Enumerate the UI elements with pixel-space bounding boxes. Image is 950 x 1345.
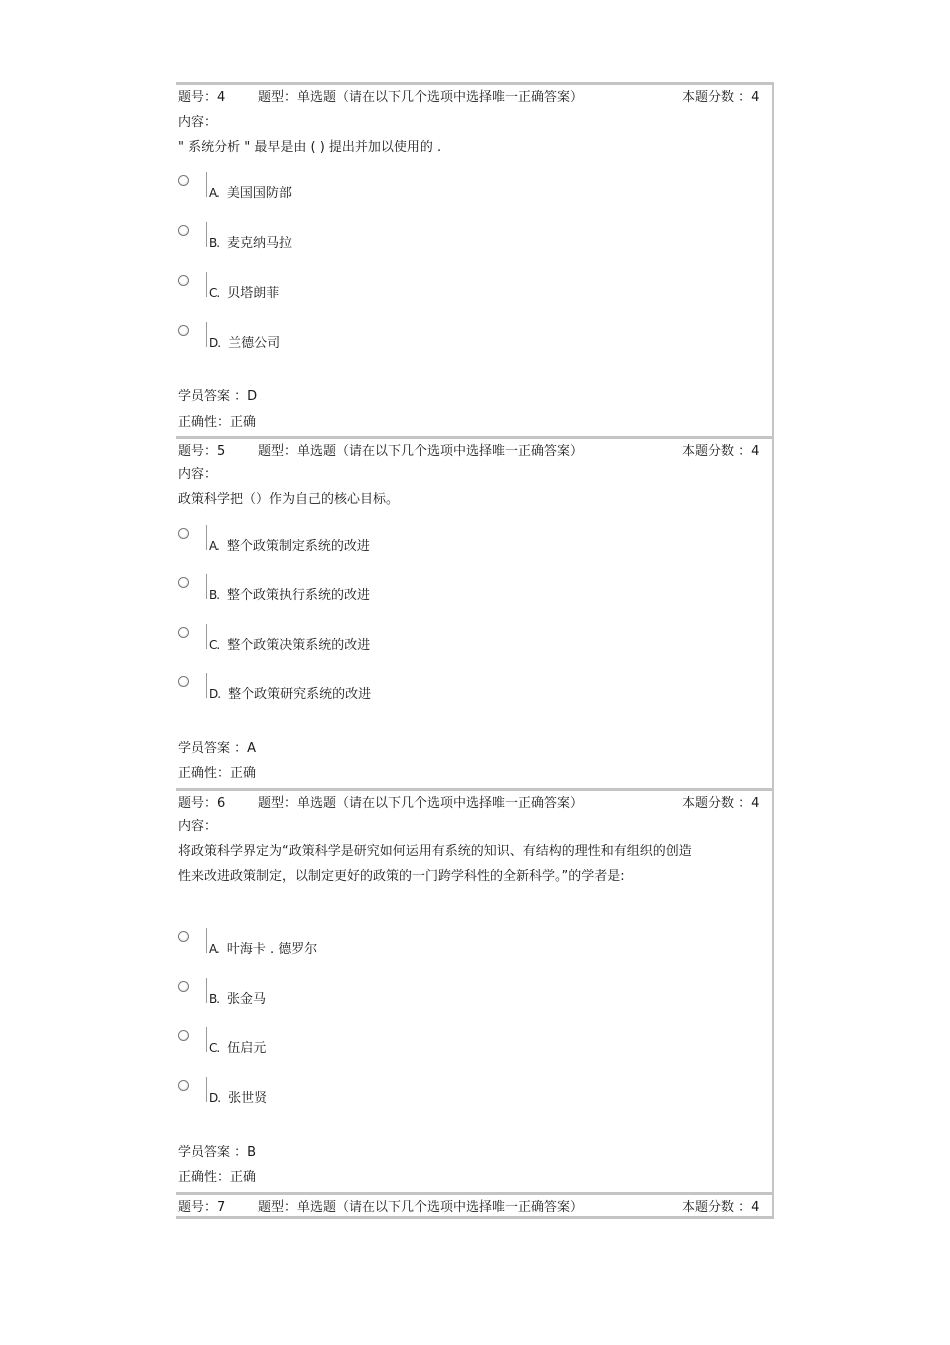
option-letter: B. (209, 236, 220, 250)
option-c[interactable] (176, 272, 736, 312)
option-divider (206, 222, 207, 247)
option-divider (206, 928, 207, 953)
option-label: 整个政策决策系统的改进 (227, 638, 371, 653)
option-b[interactable] (176, 978, 736, 1018)
option-letter: C. (209, 638, 220, 652)
option-d[interactable] (176, 1077, 736, 1117)
option-label: 整个政策执行系统的改进 (227, 588, 371, 603)
option-divider (206, 172, 207, 197)
question-block (176, 82, 774, 436)
option-c[interactable] (176, 624, 736, 664)
option-b[interactable] (176, 574, 736, 614)
option-letter: A. (209, 186, 219, 200)
correctness: 正确性：正确 (178, 1170, 257, 1185)
option-label: 叶海卡 . 德罗尔 (226, 942, 318, 957)
radio-button[interactable] (178, 981, 189, 992)
radio-button[interactable] (178, 528, 189, 539)
student-answer: 学员答案 ：B (178, 1145, 257, 1160)
student-answer: 学员答案 ：D (178, 389, 258, 404)
content-label: 内容： (178, 819, 218, 834)
radio-button[interactable] (178, 225, 189, 236)
correctness: 正确性：正确 (178, 766, 257, 781)
question-type: 题型：单选题（请在以下几个选项中选择唯一正确答案） (258, 444, 584, 459)
option-divider (206, 673, 207, 698)
option-label: 贝塔朗菲 (227, 286, 280, 301)
question-block (176, 436, 774, 788)
question-type: 题型：单选题（请在以下几个选项中选择唯一正确答案） (258, 796, 584, 811)
option-c[interactable] (176, 1027, 736, 1067)
question-block (176, 788, 774, 1192)
option-label: 麦克纳马拉 (227, 236, 293, 251)
question-block (176, 1192, 774, 1219)
question-score: 本题分数 ：4 (682, 90, 760, 105)
option-a[interactable] (176, 928, 736, 968)
question-type: 题型：单选题（请在以下几个选项中选择唯一正确答案） (258, 90, 584, 105)
option-letter: D. (209, 1091, 221, 1105)
option-label: 美国国防部 (226, 186, 292, 201)
option-label: 整个政策制定系统的改进 (226, 539, 370, 554)
question-number: 题号：5 (178, 444, 226, 459)
option-letter: A. (209, 942, 219, 956)
option-divider (206, 1077, 207, 1102)
question-stem: 将政策科学界定为“政策科学是研究如何运用有系统的知识、有结构的理性和有组织的创造性来改进政策制定，以制定更好的政策的一门跨学科性的全新科学。”的学者是: (178, 844, 692, 884)
question-number: 题号：6 (178, 796, 226, 811)
option-letter: B. (209, 992, 220, 1006)
radio-button[interactable] (178, 577, 189, 588)
option-divider (206, 322, 207, 347)
radio-button[interactable] (178, 931, 189, 942)
radio-button[interactable] (178, 325, 189, 336)
radio-button[interactable] (178, 1030, 189, 1041)
radio-button[interactable] (178, 676, 189, 687)
option-letter: B. (209, 588, 220, 602)
option-label: 整个政策研究系统的改进 (228, 687, 372, 702)
question-number: 题号：7 (178, 1200, 226, 1215)
option-letter: D. (209, 687, 221, 701)
option-d[interactable] (176, 322, 736, 362)
option-a[interactable] (176, 172, 736, 212)
option-label: 兰德公司 (228, 336, 281, 351)
radio-button[interactable] (178, 1080, 189, 1091)
question-stem: " 系统分析 " 最早是由 ( ) 提出并加以使用的 . (178, 140, 442, 155)
content-label: 内容： (178, 467, 218, 482)
option-divider (206, 272, 207, 297)
quiz-sheet (176, 82, 774, 1219)
radio-button[interactable] (178, 175, 189, 186)
option-label: 伍启元 (227, 1041, 267, 1056)
question-score: 本题分数 ：4 (682, 1200, 760, 1215)
option-divider (206, 624, 207, 649)
option-letter: A. (209, 539, 219, 553)
question-type: 题型：单选题（请在以下几个选项中选择唯一正确答案） (258, 1200, 584, 1215)
option-letter: C. (209, 1041, 220, 1055)
option-letter: D. (209, 336, 221, 350)
radio-button[interactable] (178, 275, 189, 286)
option-d[interactable] (176, 673, 736, 713)
option-divider (206, 525, 207, 550)
option-divider (206, 1027, 207, 1052)
option-divider (206, 574, 207, 599)
question-score: 本题分数 ：4 (682, 444, 760, 459)
student-answer: 学员答案 ：A (178, 741, 257, 756)
radio-button[interactable] (178, 627, 189, 638)
correctness: 正确性：正确 (178, 415, 257, 430)
option-divider (206, 978, 207, 1003)
question-stem: 政策科学把（）作为自己的核心目标。 (178, 492, 400, 507)
question-score: 本题分数 ：4 (682, 796, 760, 811)
question-number: 题号：4 (178, 90, 226, 105)
option-label: 张世贤 (228, 1091, 268, 1106)
option-label: 张金马 (227, 992, 267, 1007)
option-letter: C. (209, 286, 220, 300)
option-b[interactable] (176, 222, 736, 262)
option-a[interactable] (176, 525, 736, 565)
content-label: 内容： (178, 115, 218, 130)
